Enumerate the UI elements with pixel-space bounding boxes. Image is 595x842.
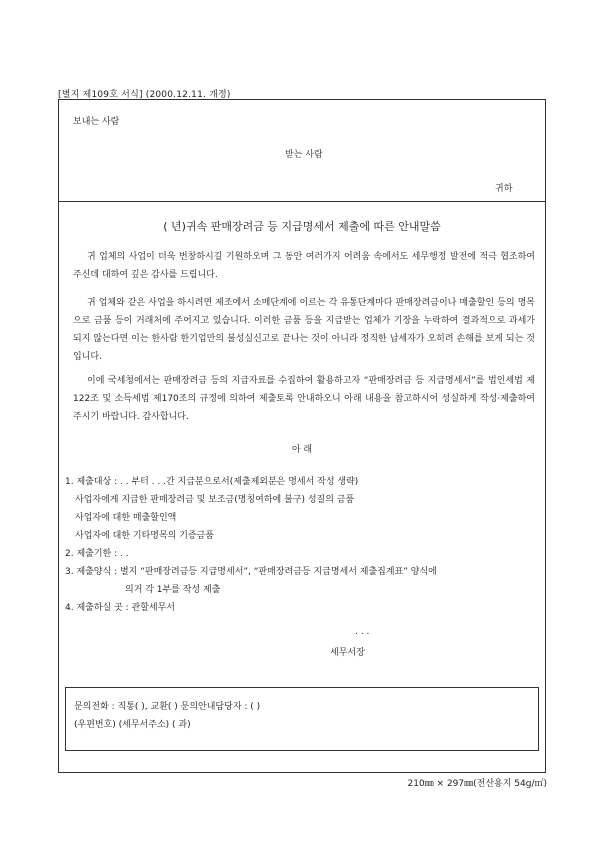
item-submission-deadline: 2. 제출기한 : . . bbox=[65, 549, 129, 559]
document-title: ( 년)귀속 판매장려금 등 지급명세서 제출에 따른 안내말씀 bbox=[163, 220, 441, 233]
inquiry-address-line: (우편번호) (세무서주소) ( 과) bbox=[74, 720, 191, 730]
sender-label: 보내는 사람 bbox=[73, 117, 120, 127]
paragraph-request: 이에 국세청에서는 판매장려금 등의 지급자료를 수집하여 활용하고자 “판매장려금 등 지급명세서”를 법인세법 제122조 및 소득세법 제170조의 규정에 의하여 제출토록 안내하오니 아래 내용을 참고하시어 성실하게 작성·제출하여 주시기 바랍니다. 감사합니다. bbox=[73, 376, 535, 422]
paragraph-background: 귀 업체와 같은 사업을 하시려면 제조에서 소매단계에 이르는 각 유통단계마다 판매장려금이나 매출할인 등의 명목으로 금품 등이 거래처에 주어지고 있습니다. 이러한 금품 등을 지급받는 업체가 기장을 누락하여 결과적으로 과세가 되지 않는다면 이는 한사람 한기업만의 불성실신고로 끝나는 것이 아니라 정직한 납세자가 오히려 손해를 보게 되는 것입니다. bbox=[73, 298, 535, 362]
form-number-header: [별지 제109호 서식] (2000.12.11. 개정) bbox=[58, 90, 231, 100]
item-submission-target: 1. 제출대상 : . . 부터 . . .간 지급분으로서(제출제외분은 명세서 작성 생략) bbox=[65, 477, 359, 487]
item1-sub-discount: 사업자에 대한 매출할인액 bbox=[75, 513, 177, 523]
inquiry-phone-line: 문의전화 : 직통( ), 교환( ) 문의안내담당자 : ( ) bbox=[74, 702, 261, 712]
paper-spec-footer: 210㎜ × 297㎜(전산용지 54g/㎡) bbox=[407, 779, 547, 789]
header-divider bbox=[59, 201, 545, 202]
item-submission-form: 3. 제출양식 : 별지 “판매장려금등 지급명세서”, “판매장려금등 지급명세서 제출집계표” 양식에 bbox=[65, 567, 437, 577]
tax-office-head-label: 세무서장 bbox=[330, 648, 365, 658]
receiver-label: 받는 사람 bbox=[285, 150, 323, 160]
document-frame bbox=[58, 99, 546, 773]
paragraph-greeting: 귀 업체의 사업이 더욱 번창하시길 기원하오며 그 동안 여러가지 어려움 속에서도 세무행정 발전에 적극 협조하여 주신데 대하여 깊은 감사를 드립니다. bbox=[73, 252, 535, 280]
issue-date-line: . . . bbox=[355, 627, 370, 637]
item1-sub-incentive: 사업자에게 지급한 판매장려금 및 보조금(명칭여하에 불구) 성질의 금품 bbox=[75, 495, 355, 505]
item-submission-form-cont: 의거 각 1부를 작성 제출 bbox=[125, 585, 221, 595]
item1-sub-donation: 사업자에 대한 기타명목의 기증금품 bbox=[75, 531, 214, 541]
notice-heading: 아 래 bbox=[291, 445, 313, 455]
item-submission-place: 4. 제출하실 곳 : 관할세무서 bbox=[65, 603, 176, 613]
inquiry-box bbox=[65, 687, 539, 751]
honorific-label: 귀하 bbox=[495, 184, 513, 194]
